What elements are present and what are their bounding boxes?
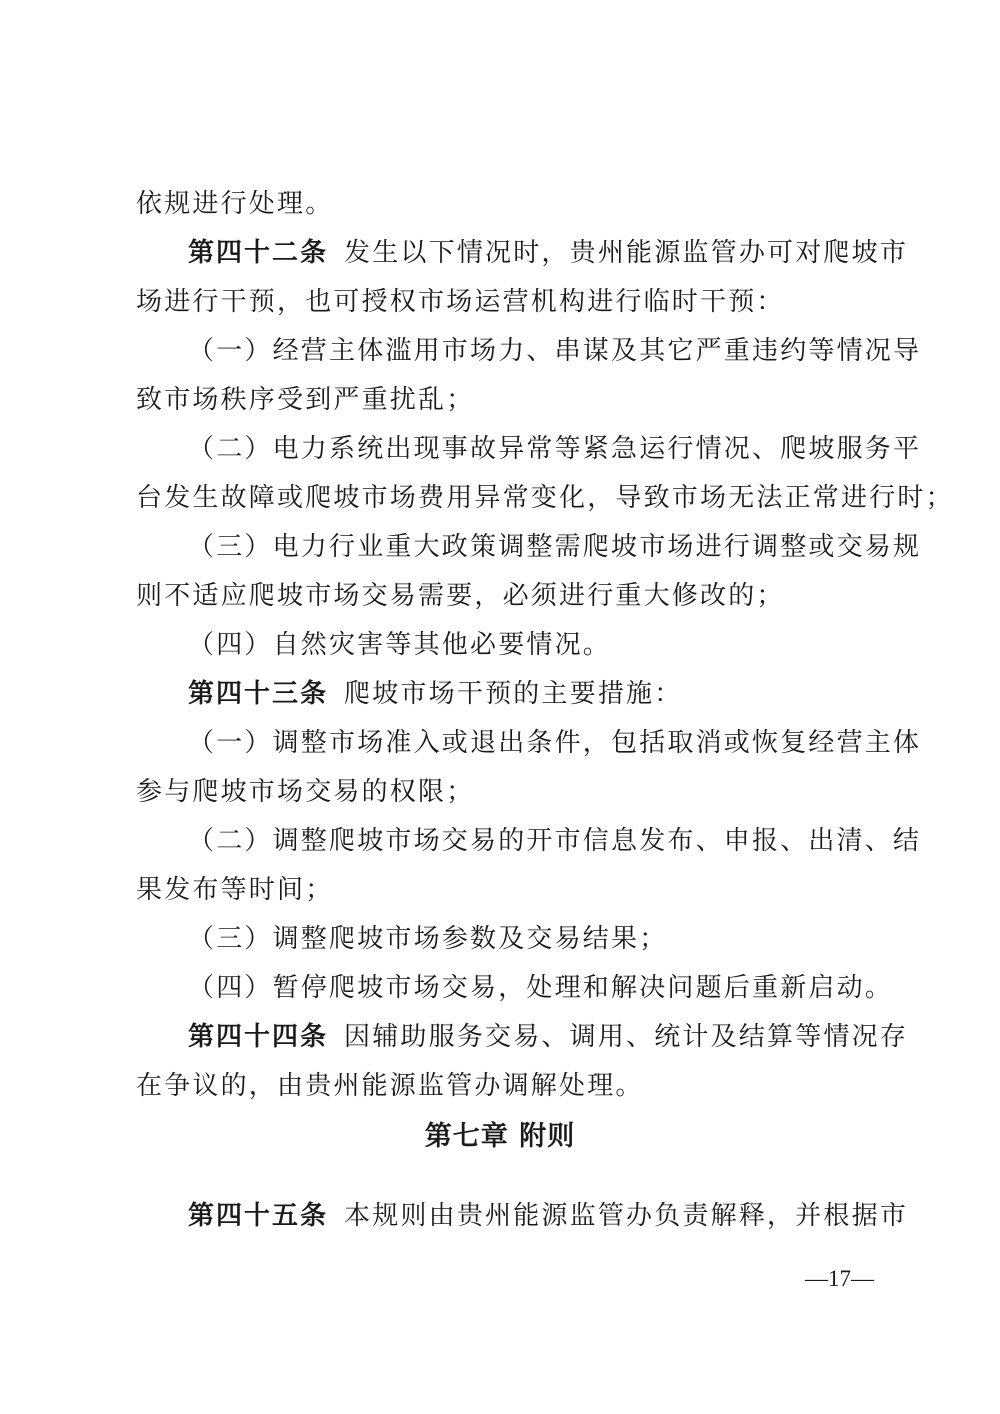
paragraph-line: 致市场秩序受到严重扰乱； — [136, 385, 475, 415]
list-item-line: （四）自然灾害等其他必要情况。 — [188, 630, 612, 660]
paragraph-line: 台发生故障或爬坡市场费用异常变化，导致市场无法正常进行时； — [136, 483, 954, 513]
article-number: 第四十三条 — [188, 679, 329, 709]
list-item-line: （二）电力系统出现事故异常等紧急运行情况、爬坡服务平 — [188, 434, 922, 464]
list-item-line: （一）经营主体滥用市场力、串谋及其它严重违约等情况导 — [188, 336, 922, 366]
paragraph-line: 场进行干预，也可授权市场运营机构进行临时干预： — [136, 287, 785, 317]
article-text: 本规则由贵州能源监管办负责解释，并根据市 — [344, 1201, 909, 1231]
article-44-heading-line — [188, 1021, 908, 1053]
list-item-line: （二）调整爬坡市场交易的开市信息发布、申报、出清、结 — [188, 826, 922, 856]
article-text: 发生以下情况时，贵州能源监管办可对爬坡市 — [344, 238, 909, 268]
article-43-heading-line — [188, 678, 682, 710]
article-number: 第四十二条 — [188, 238, 329, 268]
article-text: 爬坡市场干预的主要措施： — [344, 679, 683, 709]
article-45-heading-line — [188, 1200, 908, 1232]
chapter-title: 第七章 附则 — [424, 1121, 576, 1152]
paragraph-line: 果发布等时间； — [136, 875, 334, 905]
list-item-line: （四）暂停爬坡市场交易，处理和解决问题后重新启动。 — [188, 973, 894, 1003]
article-text: 因辅助服务交易、调用、统计及结算等情况存 — [344, 1022, 909, 1052]
paragraph-line: 参与爬坡市场交易的权限； — [136, 777, 475, 807]
page-number: —17— — [805, 1266, 874, 1291]
article-number: 第四十四条 — [188, 1022, 329, 1052]
paragraph-line: 依规进行处理。 — [136, 189, 334, 219]
list-item-line: （三）电力行业重大政策调整需爬坡市场进行调整或交易规 — [188, 532, 922, 562]
article-42-heading-line — [188, 237, 908, 269]
paragraph-line: 则不适应爬坡市场交易需要，必须进行重大修改的； — [136, 581, 785, 611]
paragraph-line: 在争议的，由贵州能源监管办调解处理。 — [136, 1071, 644, 1101]
list-item-line: （三）调整爬坡市场参数及交易结果； — [188, 924, 668, 954]
list-item-line: （一）调整市场准入或退出条件，包括取消或恢复经营主体 — [188, 728, 922, 758]
article-number: 第四十五条 — [188, 1201, 329, 1231]
